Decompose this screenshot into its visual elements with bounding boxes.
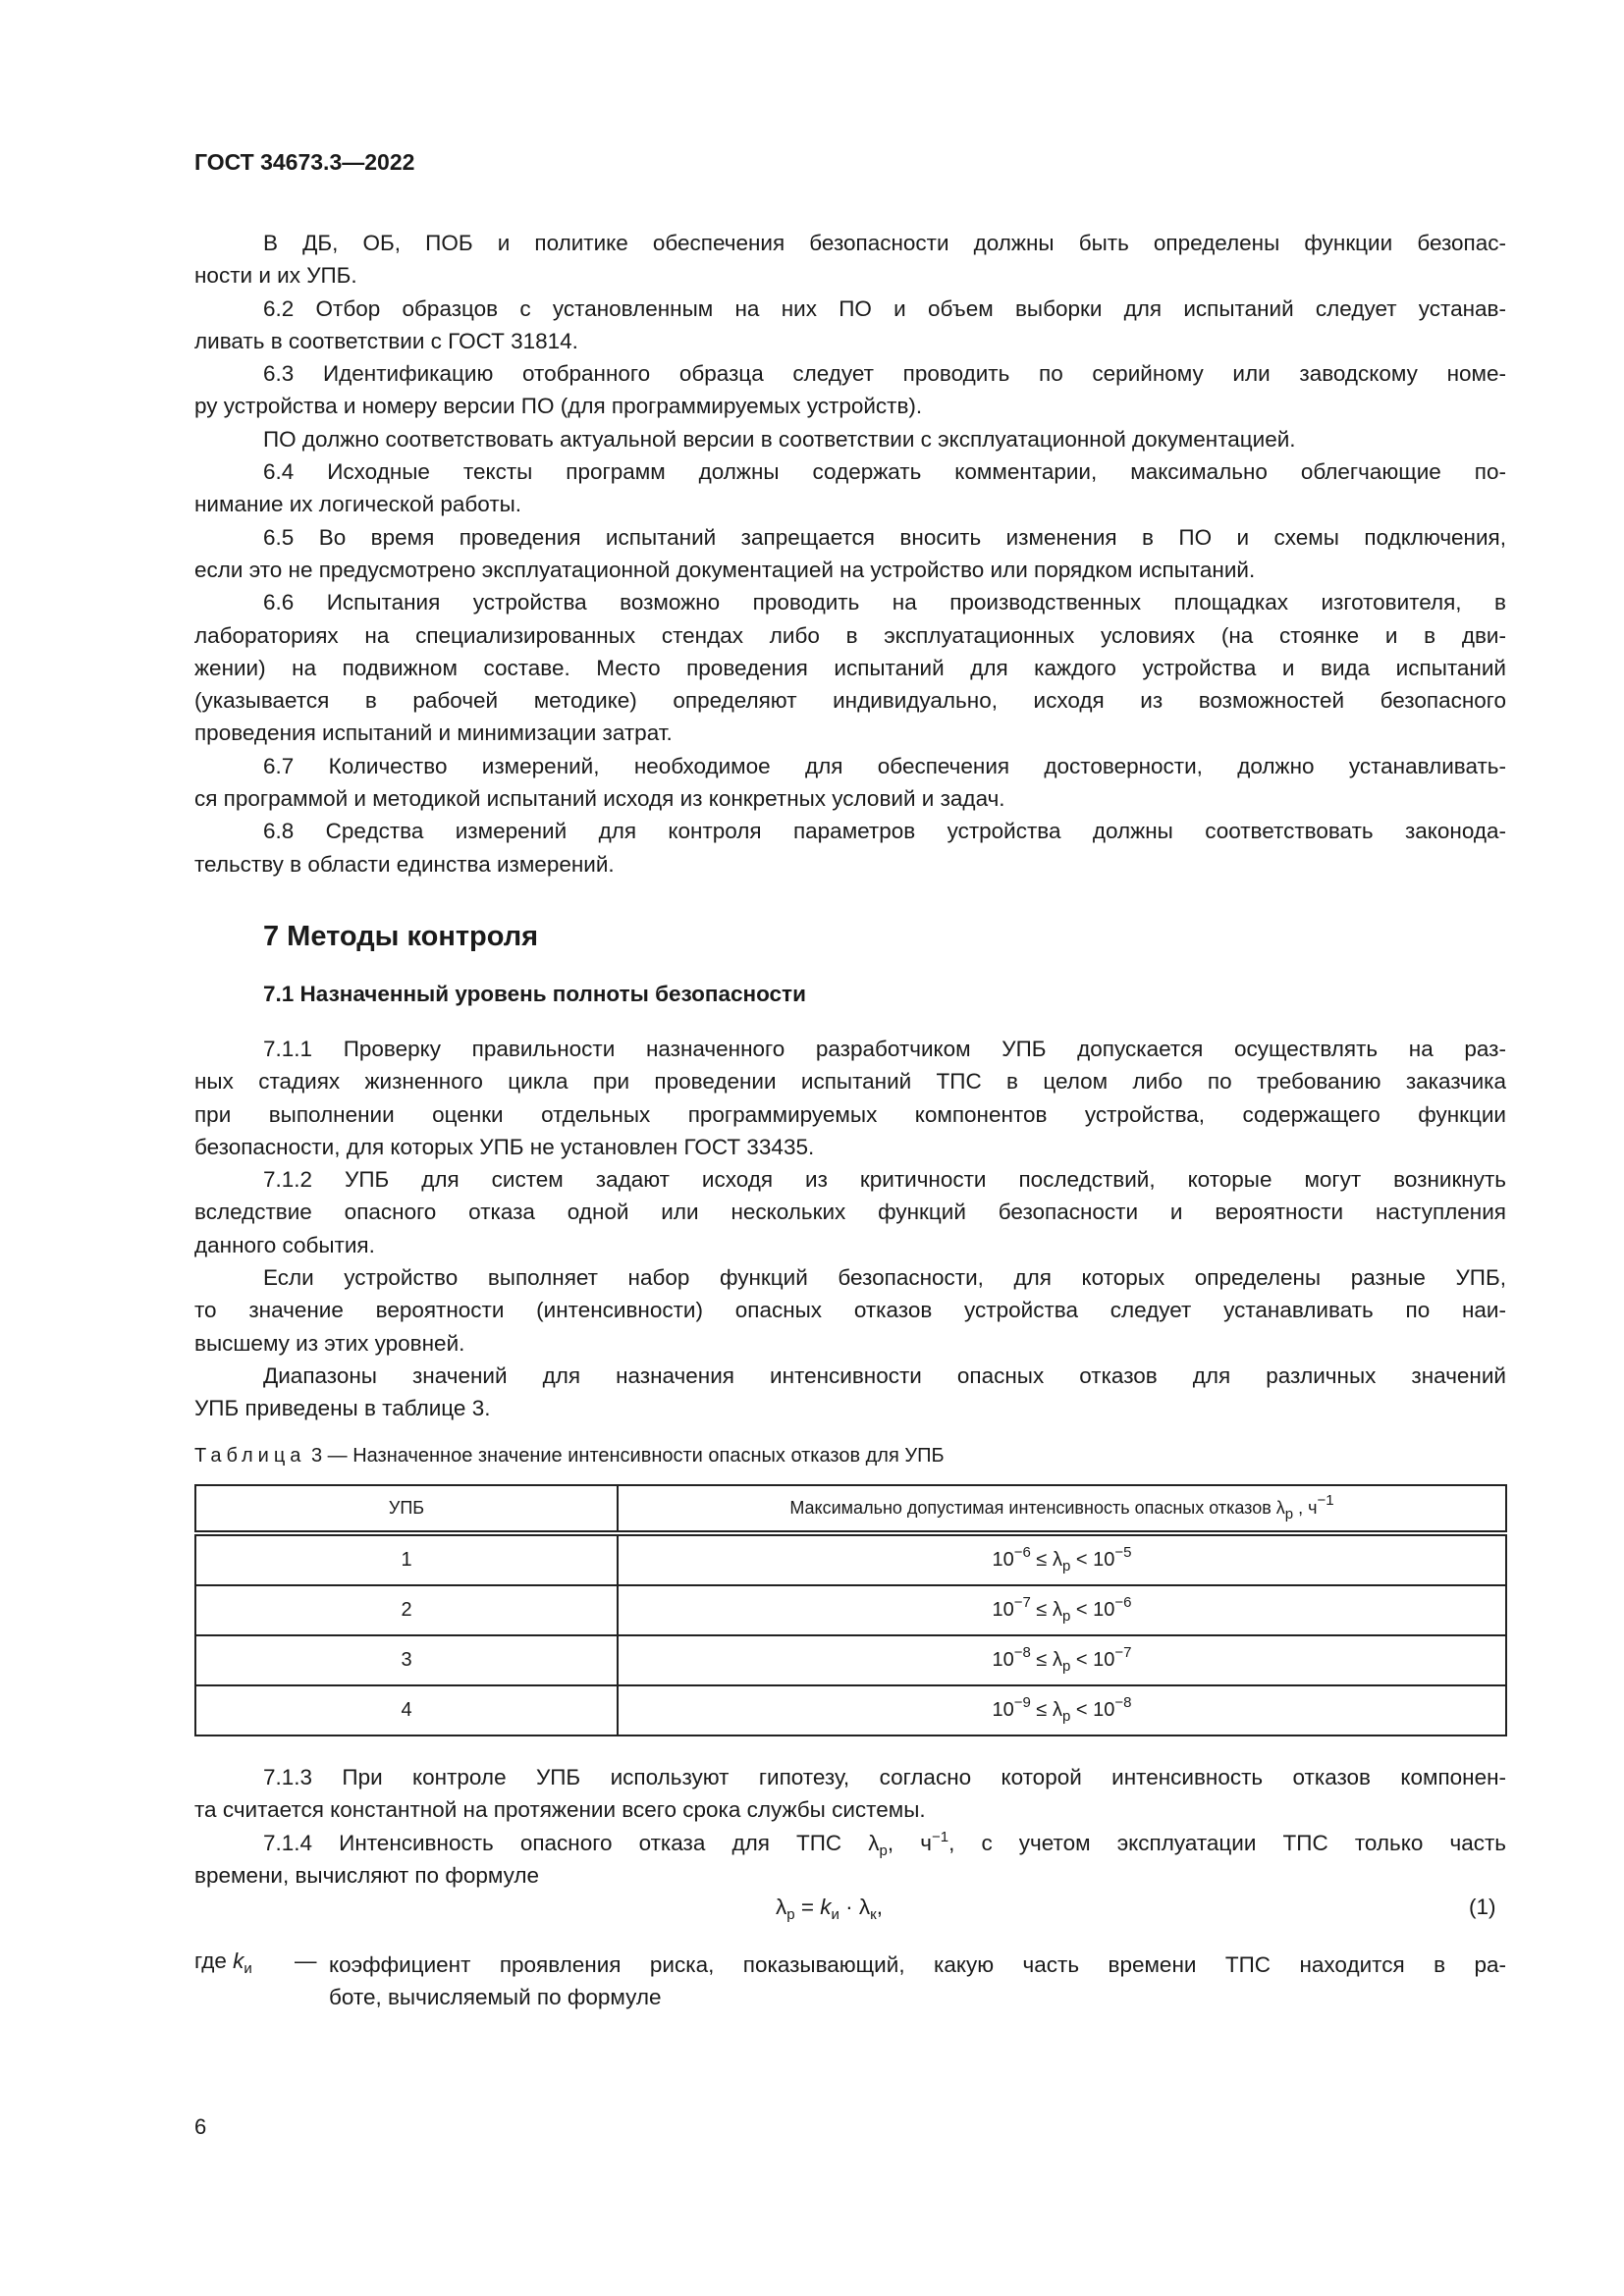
table-row (195, 1685, 1506, 1735)
paragraph-line: УПБ приведены в таблице 3. (194, 1396, 491, 1421)
paragraph-line: 6.4 Исходные тексты программ должны содержать комментарии, максимально облегчающие по- (263, 459, 1506, 485)
paragraph-line: высшему из этих уровней. (194, 1330, 465, 1356)
where-definition (329, 1949, 1506, 2014)
paragraph-line: ся программой и методикой испытаний исходя из конкретных условий и задач. (194, 786, 1005, 812)
paragraph-line: ру устройства и номеру версии ПО (для программируемых устройств). (194, 394, 923, 419)
intensity-range: $10^{-8} \le \lambda_р < 10^{-7}$ (618, 1635, 1506, 1685)
table-caption (194, 1445, 945, 1468)
formula-number: (1) (1469, 1895, 1496, 1919)
paragraph-line: нимание их логической работы. (194, 492, 522, 517)
section-title: 7 Методы контроля (263, 921, 539, 952)
where-dash: — (295, 1949, 317, 1973)
sil-level: 2 (195, 1585, 618, 1635)
paragraph-line: 6.5 Во время проведения испытаний запрещается вносить изменения в ПО и схемы подключения, (263, 524, 1506, 550)
intensity-range: $10^{-9} \le \lambda_р < 10^{-8}$ (618, 1685, 1506, 1735)
table-row (195, 1635, 1506, 1685)
intensity-range: $10^{-6} \le \lambda_р < 10^{-5}$ (618, 1533, 1506, 1585)
table-row (195, 1533, 1506, 1585)
paragraph-line: В ДБ, ОБ, ПОБ и политике обеспечения безопасности должны быть определены функции безопас- (263, 231, 1506, 255)
paragraph-line: ливать в соответствии с ГОСТ 31814. (194, 328, 578, 353)
page-number: 6 (194, 2114, 207, 2139)
sil-level: 3 (195, 1635, 618, 1685)
subsection-title: 7.1 Назначенный уровень полноты безопасности (263, 982, 806, 1006)
table-header-row (195, 1485, 1506, 1533)
text-block-7-1 (194, 1033, 1506, 1425)
paragraph-line: 7.1.3 При контроле УПБ используют гипотезу, согласно которой интенсивность отказов компонен- (263, 1765, 1506, 1789)
paragraph-line: ных стадиях жизненного цикла при проведении испытаний ТПС в целом либо по требованию заказчика (194, 1069, 1506, 1095)
paragraph-line: лабораториях на специализированных стендах либо в эксплуатационных условиях (на стоянке и в дви- (194, 622, 1506, 648)
paragraph-line: времени, вычисляют по формуле (194, 1862, 539, 1888)
paragraph-line: 6.6 Испытания устройства возможно проводить на производственных площадках изготовителя, в (263, 590, 1506, 615)
definition-line: коэффициент проявления риска, показывающий, какую часть времени ТПС находится в ра- (329, 1952, 1506, 1977)
paragraph-line: 6.8 Средства измерений для контроля параметров устройства должны соответствовать законода- (263, 819, 1506, 844)
paragraph-line: 7.1.2 УПБ для систем задают исходя из критичности последствий, которые могут возникнуть (263, 1167, 1506, 1193)
paragraph-line: 6.3 Идентификацию отобранного образца следует проводить по серийному или заводскому номе- (263, 361, 1506, 387)
paragraph-line: Диапазоны значений для назначения интенсивности опасных отказов для различных значений (263, 1362, 1506, 1388)
paragraph-line: жении) на подвижном составе. Место проведения испытаний для каждого устройства и вида испытаний (194, 655, 1506, 680)
paragraph-line: вследствие опасного отказа одной или нескольких функций безопасности и вероятности наступления (194, 1200, 1506, 1225)
caption-text: 3 — Назначенное значение интенсивности опасных отказов для УПБ (305, 1445, 945, 1467)
paragraph-line: при выполнении оценки отдельных программируемых компонентов устройства, содержащего функции (194, 1101, 1506, 1127)
formula-1: $\lambda_р = k_и \cdot \lambda_к$, (776, 1895, 883, 1923)
col-header-sil: УПБ (195, 1485, 618, 1533)
paragraph-line: (указывается в рабочей методике) определяют индивидуально, исходя из возможностей безопасного (194, 688, 1506, 714)
sil-level: 1 (195, 1533, 618, 1585)
paragraph-line: 7.1.4 Интенсивность опасного отказа для ТПС $\lambda_р$, $ч^{-1}$, с учетом эксплуатации ТПС только часть (263, 1828, 1506, 1859)
paragraph-line: 6.7 Количество измерений, необходимое для обеспечения достоверности, должно устанавливать- (263, 753, 1506, 778)
where-label: где $k_и$ (194, 1949, 252, 1977)
paragraph-line: 6.2 Отбор образцов с установленным на них ПО и объем выборки для испытаний следует устанав- (263, 295, 1506, 321)
paragraph-line: если это не предусмотрено эксплуатационной документацией на устройство или порядком испытаний. (194, 557, 1256, 582)
col-header-intensity: Максимально допустимая интенсивность опасных отказов $\lambda_р$ , $ч^{-1}$ (618, 1485, 1506, 1533)
intensity-range: $10^{-7} \le \lambda_р < 10^{-6}$ (618, 1585, 1506, 1635)
sil-table (194, 1484, 1507, 1736)
paragraph-line: 7.1.1 Проверку правильности назначенного разработчиком УПБ допускается осуществлять на раз- (263, 1037, 1506, 1061)
paragraph-line: данного события. (194, 1232, 375, 1257)
paragraph-line: тельству в области единства измерений. (194, 851, 615, 877)
text-block-section-6 (194, 227, 1506, 881)
sil-level: 4 (195, 1685, 618, 1735)
paragraph-line: безопасности, для которых УПБ не установлен ГОСТ 33435. (194, 1134, 815, 1159)
paragraph-line: проведения испытаний и минимизации затрат. (194, 721, 673, 746)
paragraph-line: Если устройство выполняет набор функций безопасности, для которых определены разные УПБ, (263, 1265, 1506, 1291)
paragraph-line: ПО должно соответствовать актуальной версии в соответствии с эксплуатационной документацией. (263, 426, 1296, 452)
text-block-7-1-3 (194, 1761, 1506, 1892)
table-row (195, 1585, 1506, 1635)
document-header: ГОСТ 34673.3—2022 (194, 149, 415, 175)
paragraph-line: ности и их УПБ. (194, 263, 357, 289)
caption-label: Таблица (194, 1445, 306, 1467)
paragraph-line: то значение вероятности (интенсивности) опасных отказов устройства следует устанавливать по наи- (194, 1298, 1506, 1323)
definition-line: боте, вычисляемый по формуле (329, 1985, 662, 2010)
paragraph-line: та считается константной на протяжении всего срока службы системы. (194, 1797, 926, 1823)
